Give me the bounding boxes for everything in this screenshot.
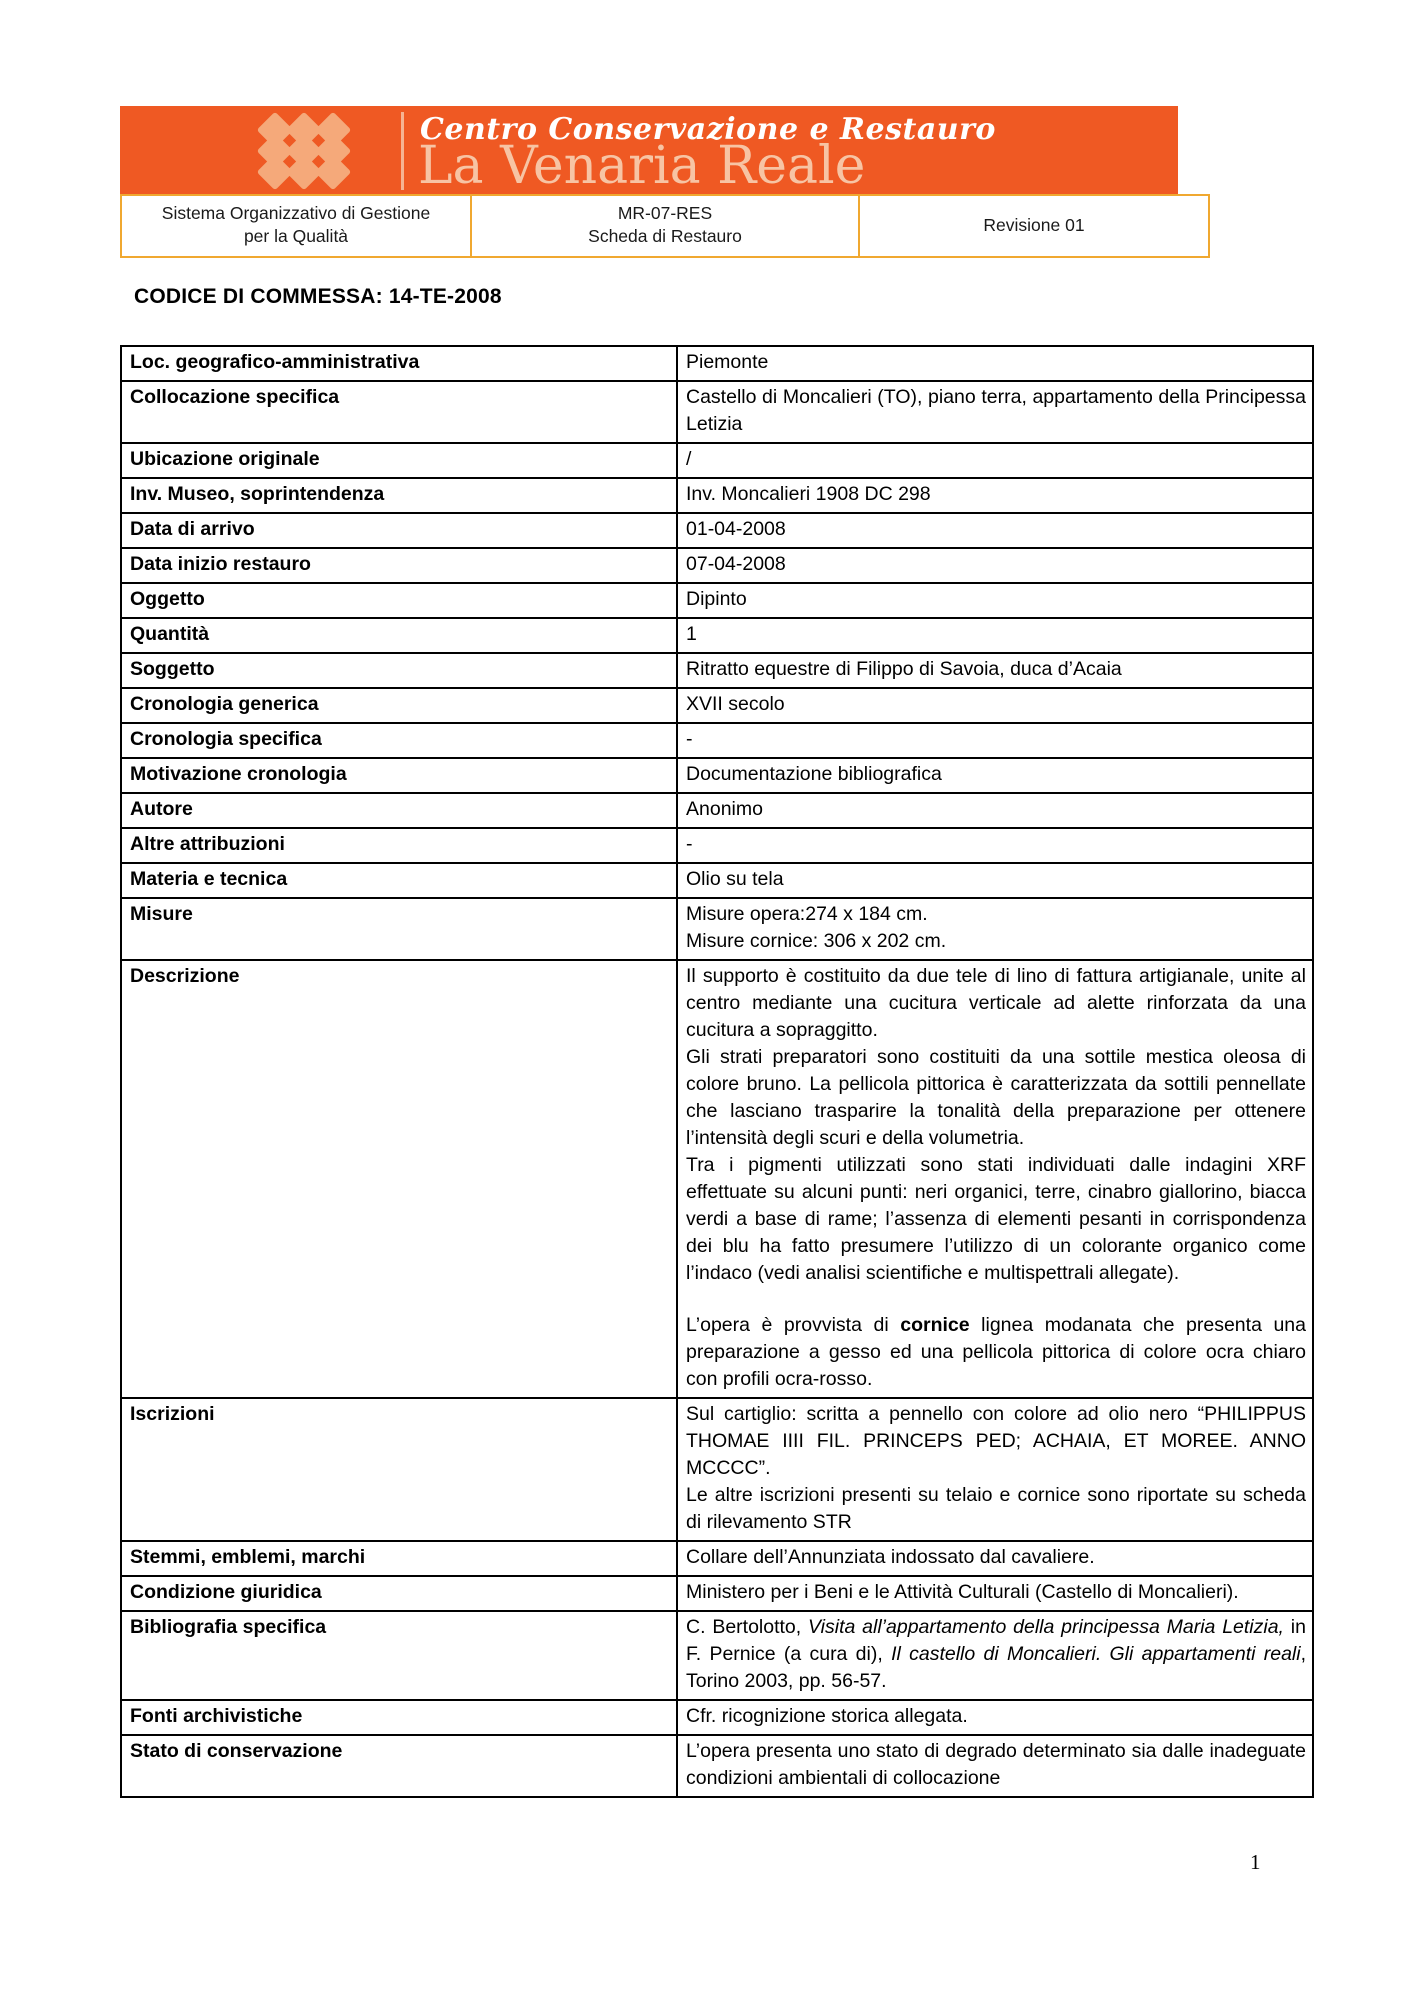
row-value: Ritratto equestre di Filippo di Savoia, duca d’Acaia [677, 653, 1313, 688]
row-label: Oggetto [121, 583, 677, 618]
table-row [121, 548, 1313, 583]
diamond-pattern-icon [260, 114, 378, 186]
row-label: Stemmi, emblemi, marchi [121, 1541, 677, 1576]
row-label: Descrizione [121, 960, 677, 1398]
citation-publication: , Torino 2003, pp. 56-57. [686, 1643, 1306, 1692]
header-cell-document-code [471, 195, 859, 257]
document-type: Scheda di Restauro [588, 226, 742, 246]
table-row [121, 478, 1313, 513]
row-label: Motivazione cronologia [121, 758, 677, 793]
row-value: / [677, 443, 1313, 478]
row-value: L’opera presenta uno stato di degrado determinato sia dalle inadeguate condizioni ambientali di collocazione [677, 1735, 1313, 1797]
iscrizioni-paragraph: Sul cartiglio: scritta a pennello con colore ad olio nero “PHILIPPUS THOMAE IIII FIL. PRINCEPS PED; ACHAIA, ET MOREE. ANNO MCCCC”. [686, 1403, 1306, 1479]
row-label: Inv. Museo, soprintendenza [121, 478, 677, 513]
citation-title-1: Visita all’appartamento della principessa Maria Letizia, [808, 1616, 1284, 1638]
row-label: Altre attribuzioni [121, 828, 677, 863]
row-label: Data inizio restauro [121, 548, 677, 583]
document-header-table [120, 194, 1210, 258]
row-label: Loc. geografico-amministrativa [121, 346, 677, 381]
row-label: Bibliografia specifica [121, 1611, 677, 1700]
page-title: CODICE DI COMMESSA: 14-TE-2008 [134, 285, 502, 308]
row-value: 1 [677, 618, 1313, 653]
header-table-row [121, 195, 1209, 257]
row-value: XVII secolo [677, 688, 1313, 723]
row-value: Ministero per i Beni e le Attività Culturali (Castello di Moncalieri). [677, 1576, 1313, 1611]
misure-opera: Misure opera:274 x 184 cm. [686, 903, 928, 925]
row-label: Cronologia generica [121, 688, 677, 723]
quality-system-line1: Sistema Organizzativo di Gestione [161, 203, 431, 223]
descrizione-paragraph: Tra i pigmenti utilizzati sono stati individuati dalle indagini XRF effettuate su alcuni punti: neri organici, terre, cinabro giallorino, biacca verdi a base di rame; l’assenza di elementi pesanti in corrispondenza dei blu ha fatto presumere l’utilizzo di un colorante organico come l’indaco (vedi analisi scientifiche e multispettrali allegate). [686, 1154, 1306, 1284]
row-label: Condizione giuridica [121, 1576, 677, 1611]
row-value: 07-04-2008 [677, 548, 1313, 583]
table-row [121, 1576, 1313, 1611]
iscrizioni-paragraph: Le altre iscrizioni presenti su telaio e cornice sono riportate su scheda di rilevamento STR [686, 1484, 1306, 1533]
row-value: Documentazione bibliografica [677, 758, 1313, 793]
table-row [121, 618, 1313, 653]
table-row [121, 381, 1313, 443]
page-number: 1 [1250, 1850, 1261, 1874]
table-row [121, 1735, 1313, 1797]
table-row [121, 513, 1313, 548]
table-row [121, 443, 1313, 478]
row-label: Materia e tecnica [121, 863, 677, 898]
descrizione-cornice-paragraph [686, 1312, 1306, 1393]
table-row [121, 1541, 1313, 1576]
citation-title-2: Il castello di Moncalieri. Gli appartamenti reali [891, 1643, 1301, 1665]
row-value [677, 1611, 1313, 1700]
header-cell-revision [859, 195, 1209, 257]
table-row [121, 960, 1313, 1398]
cornice-keyword: cornice [900, 1314, 970, 1336]
row-value: Dipinto [677, 583, 1313, 618]
cornice-text-post: lignea modanata che presenta una preparazione a gesso ed una pellicola pittorica di colore ocra chiaro con profili ocra-rosso. [686, 1314, 1306, 1390]
table-row [121, 653, 1313, 688]
table-row [121, 1398, 1313, 1541]
row-value: - [677, 723, 1313, 758]
document-code: MR-07-RES [617, 203, 713, 223]
table-row [121, 1611, 1313, 1700]
quality-system-line2: per la Qualità [243, 226, 349, 246]
row-value: - [677, 828, 1313, 863]
table-row [121, 688, 1313, 723]
row-value: Cfr. ricognizione storica allegata. [677, 1700, 1313, 1735]
table-row [121, 346, 1313, 381]
row-label: Misure [121, 898, 677, 960]
table-row [121, 583, 1313, 618]
table-row [121, 1700, 1313, 1735]
row-label: Soggetto [121, 653, 677, 688]
misure-cornice: Misure cornice: 306 x 202 cm. [686, 930, 947, 952]
row-value [677, 1398, 1313, 1541]
restoration-record-table [120, 345, 1314, 1798]
table-row [121, 758, 1313, 793]
masthead-banner [120, 106, 1178, 194]
row-label: Quantità [121, 618, 677, 653]
row-value: Anonimo [677, 793, 1313, 828]
row-value [677, 898, 1313, 960]
citation-editor: in F. Pernice (a cura di), [686, 1616, 1306, 1665]
row-value [677, 960, 1313, 1398]
row-label: Collocazione specifica [121, 381, 677, 443]
cornice-text-pre: L’opera è provvista di [686, 1314, 901, 1336]
row-label: Data di arrivo [121, 513, 677, 548]
table-row [121, 898, 1313, 960]
descrizione-paragraph: Il supporto è costituito da due tele di lino di fattura artigianale, unite al centro mediante una cucitura verticale ad alette rinforzata da una cucitura a sopraggitto. [686, 965, 1306, 1041]
masthead-divider [401, 112, 404, 190]
masthead-title: Centro Conservazione e Restauro [420, 112, 996, 147]
revision-label: Revisione 01 [983, 214, 1085, 235]
header-cell-quality-system [121, 195, 471, 257]
row-value: Inv. Moncalieri 1908 DC 298 [677, 478, 1313, 513]
row-value: Olio su tela [677, 863, 1313, 898]
row-value: Piemonte [677, 346, 1313, 381]
row-label: Cronologia specifica [121, 723, 677, 758]
table-row [121, 723, 1313, 758]
row-label: Iscrizioni [121, 1398, 677, 1541]
masthead-subtitle: La Venaria Reale [418, 136, 866, 194]
table-row [121, 828, 1313, 863]
row-label: Stato di conservazione [121, 1735, 677, 1797]
row-value: Collare dell’Annunziata indossato dal cavaliere. [677, 1541, 1313, 1576]
row-label: Ubicazione originale [121, 443, 677, 478]
row-value: 01-04-2008 [677, 513, 1313, 548]
table-row [121, 793, 1313, 828]
table-row [121, 863, 1313, 898]
row-label: Autore [121, 793, 677, 828]
row-value: Castello di Moncalieri (TO), piano terra, appartamento della Principessa Letizia [677, 381, 1313, 443]
citation-author: C. Bertolotto, [686, 1616, 809, 1638]
descrizione-paragraph: Gli strati preparatori sono costituiti da una sottile mestica oleosa di colore bruno. La pellicola pittorica è caratterizzata da sottili pennellate che lasciano trasparire la tonalità della preparazione per ottenere l’intensità degli scuri e della volumetria. [686, 1046, 1306, 1149]
row-label: Fonti archivistiche [121, 1700, 677, 1735]
